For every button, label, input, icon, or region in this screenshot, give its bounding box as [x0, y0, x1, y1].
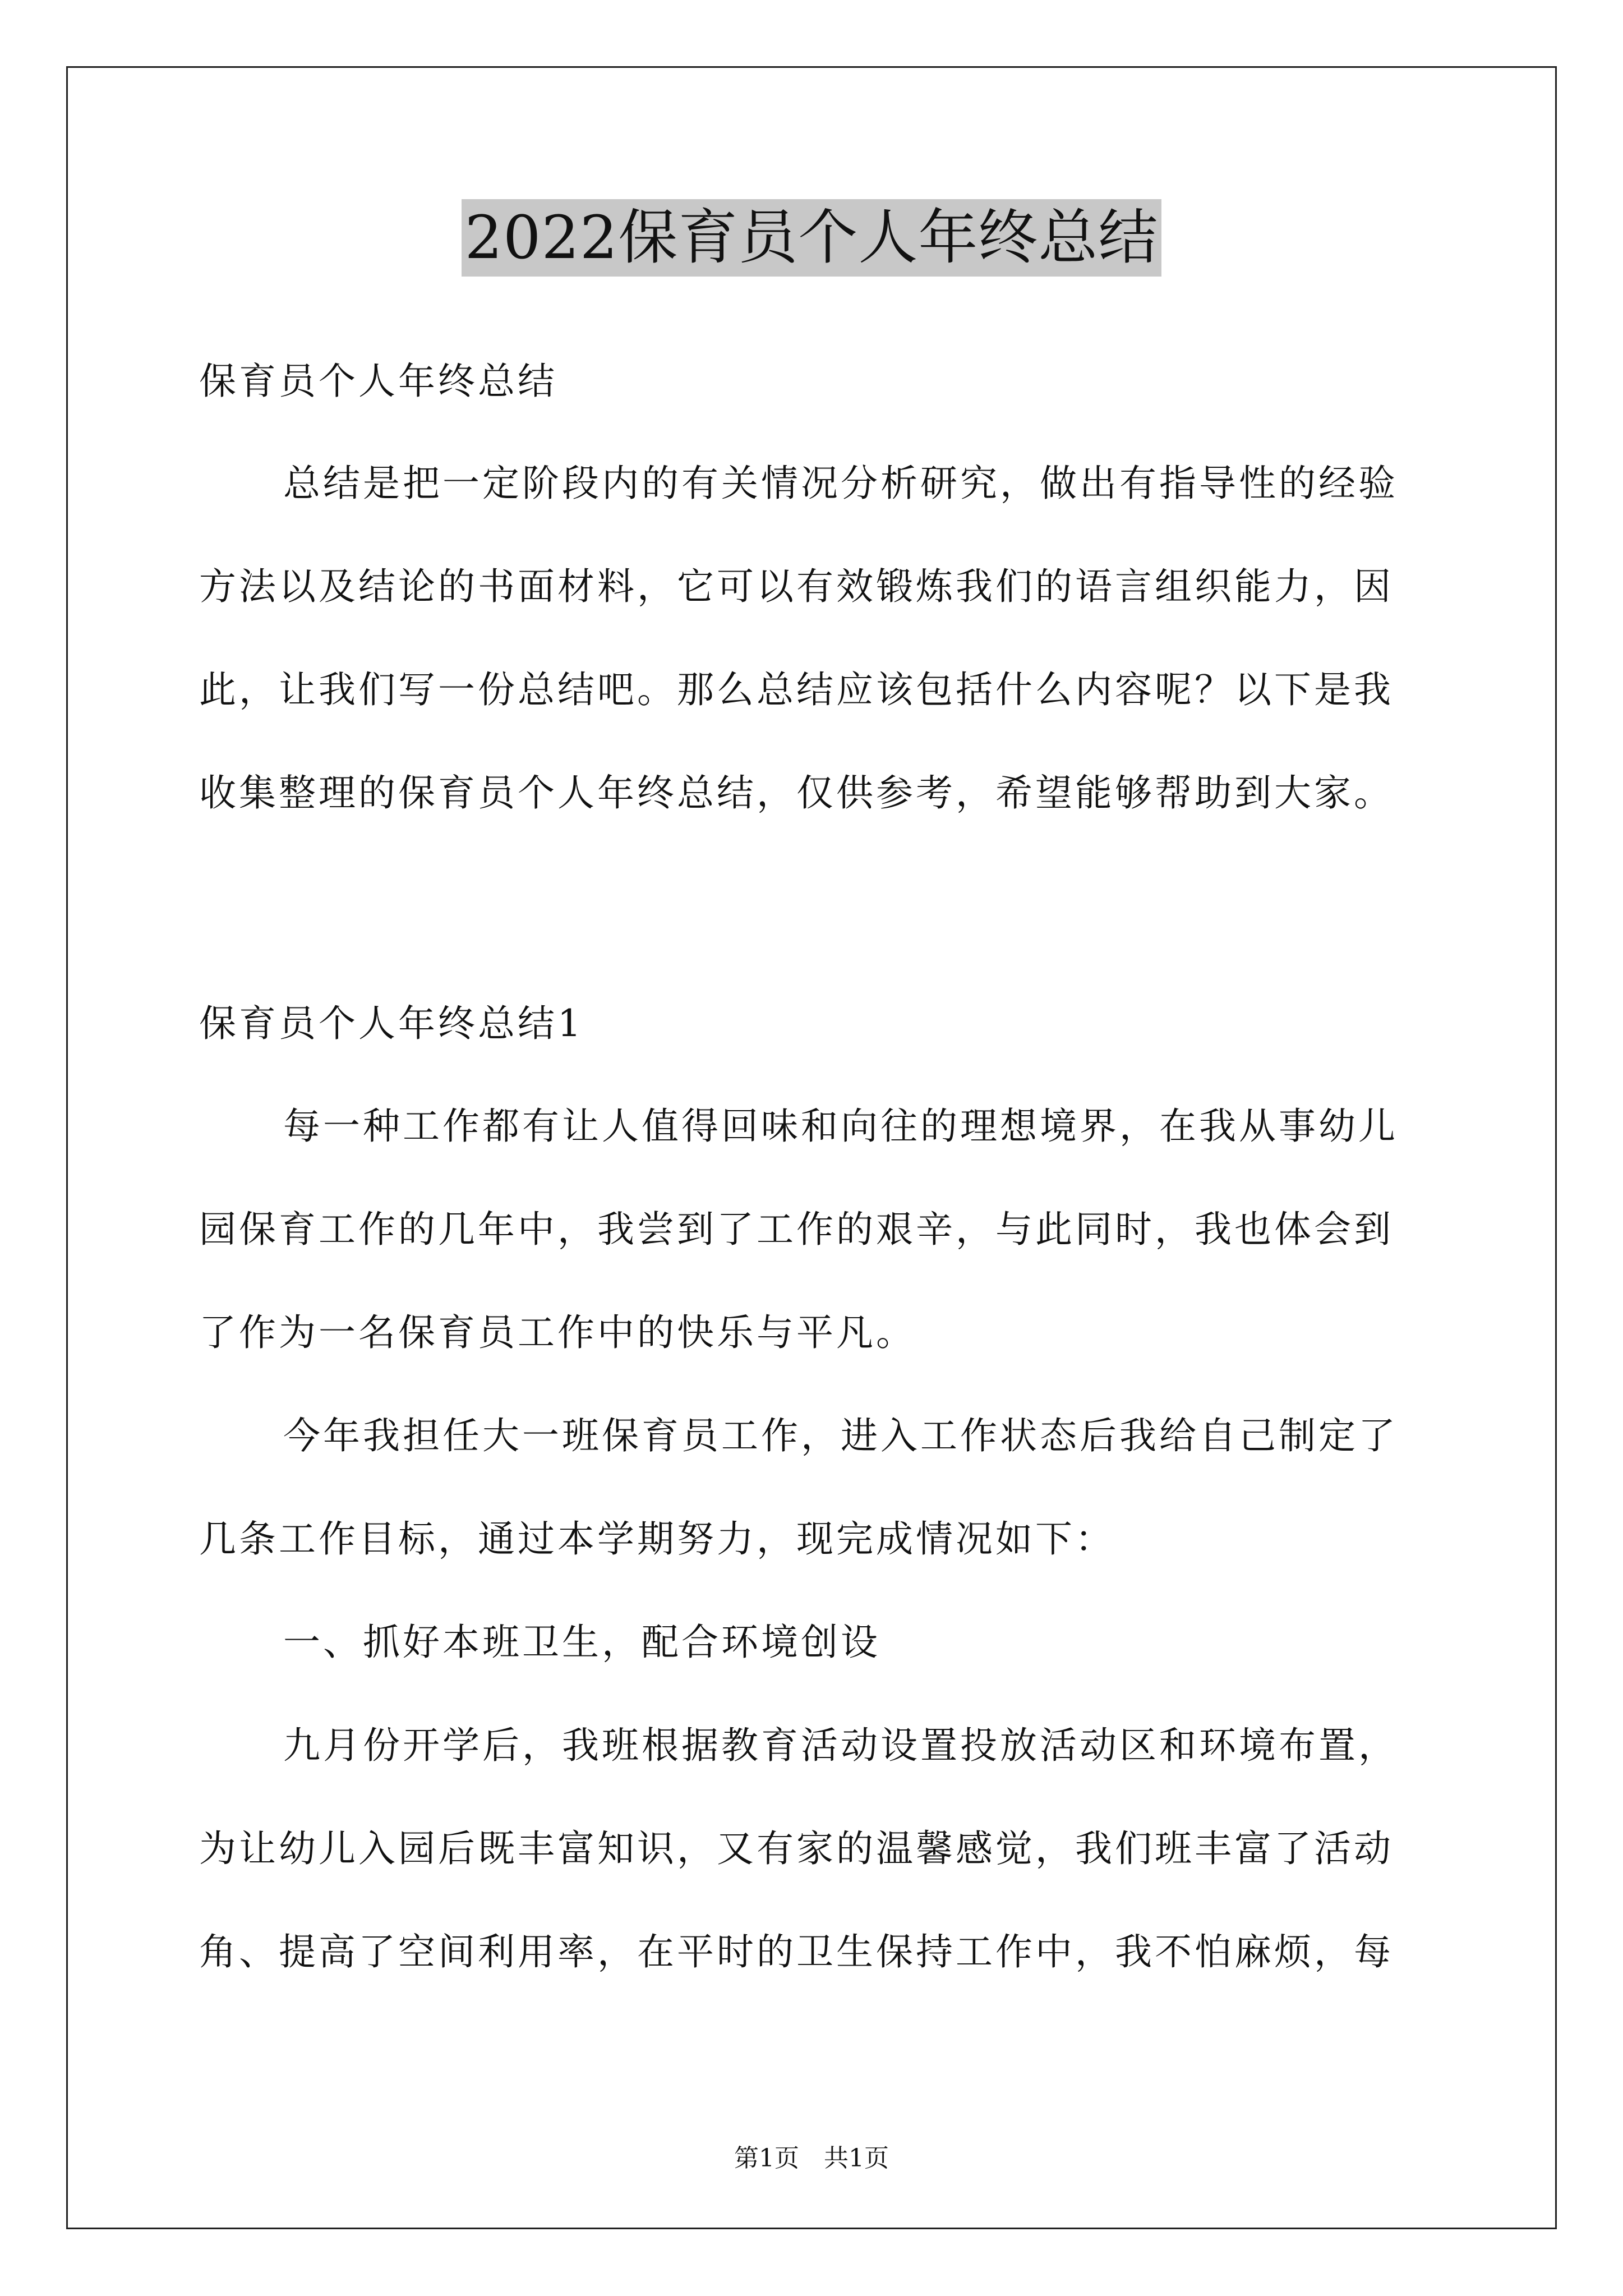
paragraph-line: 了作为一名保育员工作中的快乐与平凡。: [199, 1311, 916, 1354]
paragraph-line: 为让幼儿入园后既丰富知识，又有家的温馨感觉，我们班丰富了活动: [199, 1827, 1394, 1870]
paragraph-line: 方法以及结论的书面材料，它可以有效锻炼我们的语言组织能力，因: [199, 565, 1394, 608]
paragraph-line: 今年我担任大一班保育员工作，进入工作状态后我给自己制定了: [283, 1414, 1398, 1457]
paragraph-line: 角、提高了空间利用率，在平时的卫生保持工作中，我不怕麻烦，每: [199, 1930, 1394, 1973]
section-heading: 保育员个人年终总结1: [199, 1002, 584, 1045]
paragraph-line: 九月份开学后，我班根据教育活动设置投放活动区和环境布置，: [283, 1724, 1398, 1767]
paragraph-line: 收集整理的保育员个人年终总结，仅供参考，希望能够帮助到大家。: [199, 771, 1394, 815]
paragraph-line: 园保育工作的几年中，我尝到了工作的艰辛，与此同时，我也体会到: [199, 1208, 1394, 1251]
paragraph-line: 几条工作目标，通过本学期努力，现完成情况如下：: [199, 1517, 1115, 1561]
document-title: 2022保育员个人年终总结: [462, 199, 1162, 277]
paragraph-line: 此，让我们写一份总结吧。那么总结应该包括什么内容呢？以下是我: [199, 668, 1394, 711]
paragraph-line: 总结是把一定阶段内的有关情况分析研究，做出有指导性的经验: [283, 462, 1398, 505]
section-heading: 保育员个人年终总结: [199, 360, 557, 403]
subsection-heading: 一、抓好本班卫生，配合环境创设: [283, 1621, 880, 1664]
title-container: [0, 199, 1623, 277]
paragraph-line: 每一种工作都有让人值得回味和向往的理想境界，在我从事幼儿: [283, 1105, 1398, 1148]
page-footer: 第1页 共1页: [734, 2144, 889, 2173]
